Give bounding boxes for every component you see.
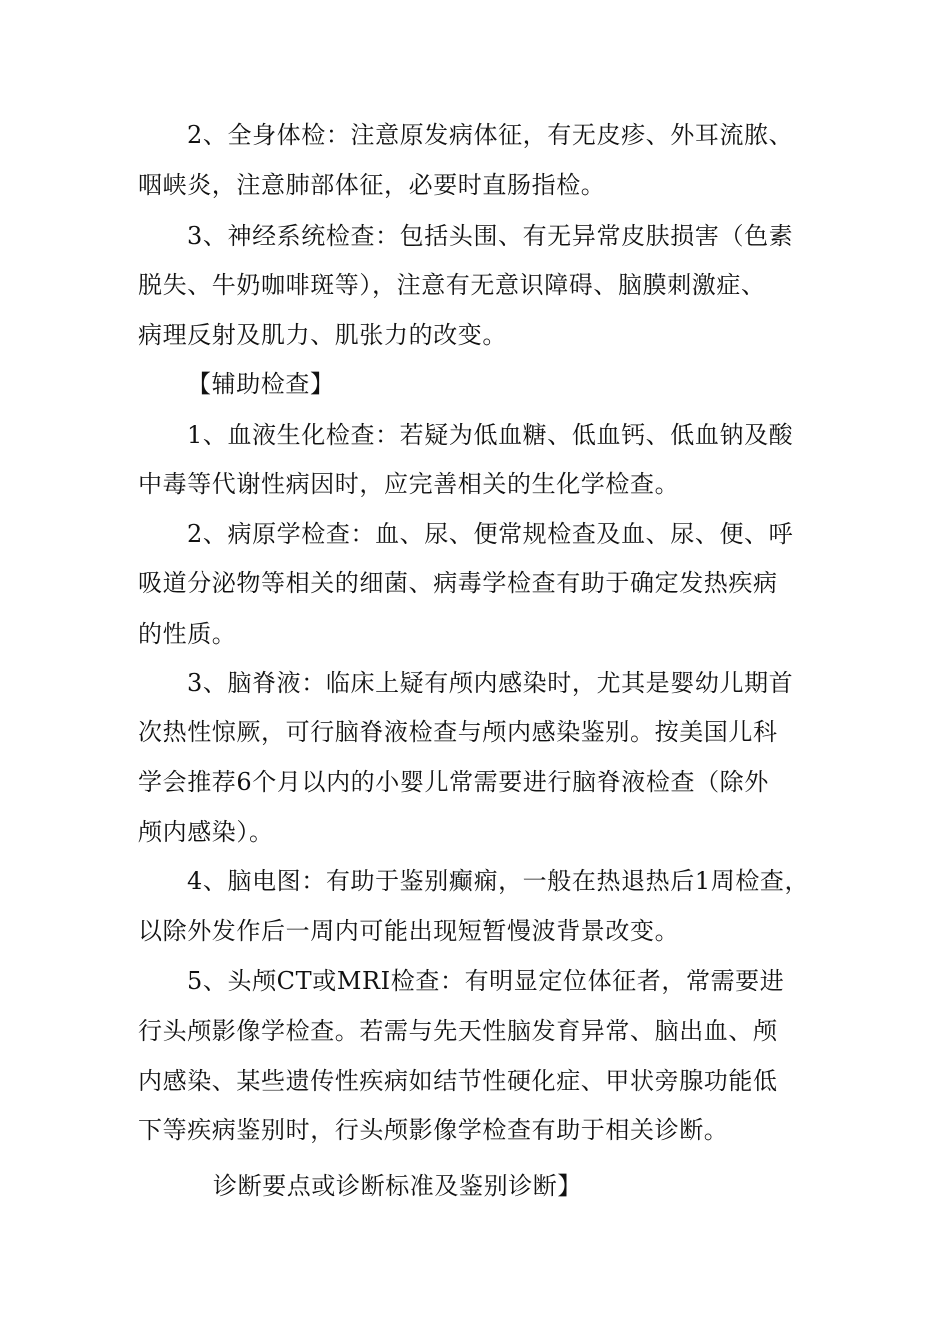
paragraph-line: 吸道分泌物等相关的细菌、病毒学检查有助于确定发热疾病 bbox=[138, 569, 778, 597]
paragraph-line: 次热性惊厥，可行脑脊液检查与颅内感染鉴别。按美国儿科 bbox=[138, 718, 778, 746]
paragraph-line: 咽峡炎，注意肺部体征，必要时直肠指检。 bbox=[138, 171, 606, 199]
paragraph-line: 以除外发作后一周内可能出现短暂慢波背景改变。 bbox=[138, 917, 680, 945]
paragraph-line: 内感染、某些遗传性疾病如结节性硬化症、甲状旁腺功能低 bbox=[138, 1067, 778, 1095]
paragraph-line: 脱失、牛奶咖啡斑等），注意有无意识障碍、脑膜刺激症、 bbox=[138, 271, 766, 299]
paragraph-line: 5、头颅CT或MRI检查：有明显定位体征者，常需要进 bbox=[187, 967, 785, 995]
paragraph-line: 行头颅影像学检查。若需与先天性脑发育异常、脑出血、颅 bbox=[138, 1017, 778, 1045]
paragraph-line: 2、全身体检：注意原发病体征，有无皮疹、外耳流脓、 bbox=[187, 121, 794, 149]
paragraph-line: 中毒等代谢性病因时，应完善相关的生化学检查。 bbox=[138, 470, 680, 498]
section-heading: 【辅助检查】 bbox=[187, 370, 335, 398]
paragraph-line: 颅内感染）。 bbox=[138, 818, 274, 846]
paragraph-line: 2、病原学检查：血、尿、便常规检查及血、尿、便、呼 bbox=[187, 520, 794, 548]
paragraph-line: 1、血液生化检查：若疑为低血糖、低血钙、低血钠及酸 bbox=[187, 421, 794, 449]
paragraph-line: 学会推荐6个月以内的小婴儿常需要进行脑脊液检查（除外 bbox=[138, 768, 769, 796]
section-heading: 诊断要点或诊断标准及鉴别诊断】 bbox=[213, 1172, 582, 1200]
paragraph-line: 的性质。 bbox=[138, 620, 237, 648]
paragraph-line: 3、脑脊液：临床上疑有颅内感染时，尤其是婴幼儿期首 bbox=[187, 669, 794, 697]
paragraph-line: 4、脑电图：有助于鉴别癫痫，一般在热退热后1周检查， bbox=[187, 867, 810, 895]
paragraph-line: 病理反射及肌力、肌张力的改变。 bbox=[138, 321, 507, 349]
paragraph-line: 下等疾病鉴别时，行头颅影像学检查有助于相关诊断。 bbox=[138, 1116, 729, 1144]
paragraph-line: 3、神经系统检查：包括头围、有无异常皮肤损害（色素 bbox=[187, 222, 794, 250]
